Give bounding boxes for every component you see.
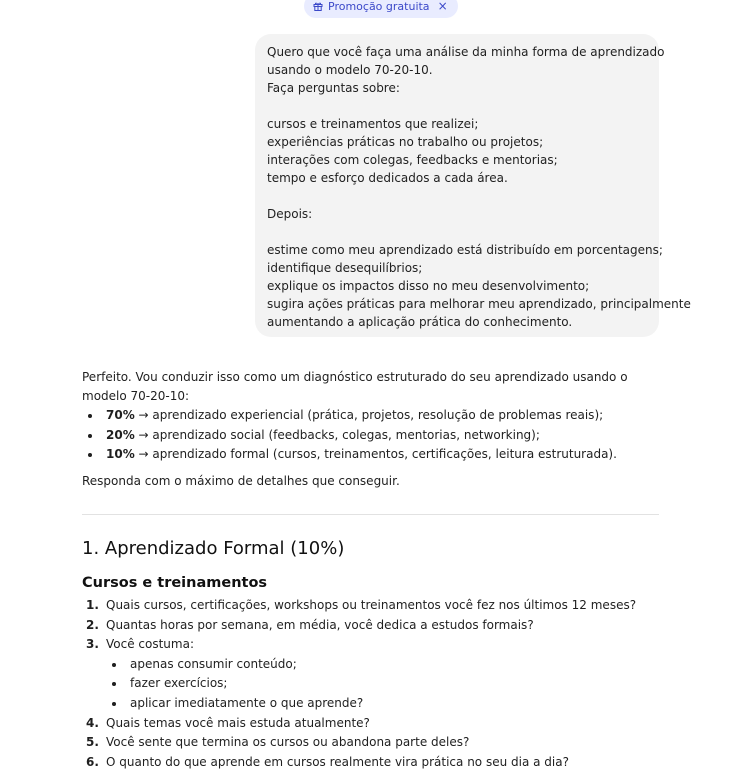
question-text: Quantas horas por semana, em média, você dedica a estudos formais? bbox=[106, 617, 534, 632]
reply-closing: Responda com o máximo de detalhes que conseguir. bbox=[82, 473, 400, 488]
close-icon[interactable]: × bbox=[437, 0, 448, 13]
bullet-text: → aprendizado experiencial (prática, projetos, resolução de problemas reais); bbox=[134, 408, 604, 422]
question-number: 3. bbox=[86, 637, 99, 652]
bullet-percent: 20% bbox=[106, 427, 135, 442]
question-number: 1. bbox=[86, 598, 99, 612]
reply-intro: Perfeito. Vou conduzir isso como um diagnóstico estruturado do seu aprendizado usando o modelo 70-20-10: bbox=[82, 370, 628, 403]
question-text: Quais cursos, certificações, workshops ou treinamentos você fez nos últimos 12 meses? bbox=[106, 598, 637, 612]
question-number: 5. bbox=[86, 735, 99, 750]
list-item bbox=[82, 426, 660, 446]
gift-icon bbox=[313, 1, 323, 11]
user-message-bubble bbox=[255, 34, 691, 337]
message-line bbox=[267, 97, 647, 115]
question-text: Você costuma: bbox=[106, 637, 195, 652]
model-bullet-list bbox=[82, 406, 660, 465]
message-line: cursos e treinamentos que realizei; bbox=[267, 117, 479, 131]
question-text: Quais temas você mais estuda atualmente? bbox=[106, 715, 370, 730]
divider bbox=[82, 514, 659, 515]
bullet-text: → aprendizado social (feedbacks, colegas, mentorias, networking); bbox=[134, 427, 540, 442]
question-text: Você sente que termina os cursos ou abandona parte deles? bbox=[106, 735, 470, 750]
section-subtitle: Cursos e treinamentos bbox=[82, 575, 268, 591]
message-line: usando o modelo 70-20-10. bbox=[267, 63, 433, 77]
option-item: aplicar imediatamente o que aprende? bbox=[82, 694, 660, 714]
list-item bbox=[82, 616, 660, 636]
message-line: Depois: bbox=[267, 207, 313, 221]
message-line bbox=[267, 187, 647, 205]
option-item: apenas consumir conteúdo; bbox=[82, 655, 660, 675]
question-text: O quanto do que aprende em cursos realmente vira prática no seu dia a dia? bbox=[106, 754, 569, 769]
message-line bbox=[267, 223, 647, 241]
message-line: Quero que você faça uma análise da minha forma de aprendizado bbox=[267, 45, 665, 59]
list-item bbox=[82, 733, 660, 753]
bullet-percent: 10% bbox=[106, 447, 135, 461]
list-item bbox=[82, 753, 660, 772]
bullet-percent: 70% bbox=[106, 408, 135, 422]
list-item bbox=[82, 714, 660, 734]
question-number: 4. bbox=[86, 715, 99, 730]
list-item bbox=[82, 406, 660, 426]
promo-label: Promoção gratuita bbox=[328, 0, 430, 13]
message-line: aumentando a aplicação prática do conhecimento. bbox=[267, 315, 573, 329]
message-line: sugira ações práticas para melhorar meu aprendizado, principalmente bbox=[267, 297, 691, 311]
list-item bbox=[82, 635, 660, 655]
promo-chip[interactable] bbox=[304, 0, 458, 18]
question-number: 6. bbox=[86, 754, 99, 769]
message-line: interações com colegas, feedbacks e mentorias; bbox=[267, 153, 558, 167]
bullet-text: → aprendizado formal (cursos, treinamentos, certificações, leitura estruturada). bbox=[134, 447, 617, 461]
message-line: experiências práticas no trabalho ou projetos; bbox=[267, 135, 544, 149]
message-line: explique os impactos disso no meu desenvolvimento; bbox=[267, 279, 590, 293]
list-item bbox=[82, 596, 660, 616]
question-number: 2. bbox=[86, 617, 99, 632]
message-line: estime como meu aprendizado está distribuído em porcentagens; bbox=[267, 243, 663, 257]
list-item bbox=[82, 445, 660, 465]
section-title: 1. Aprendizado Formal (10%) bbox=[82, 538, 345, 559]
message-line: identifique desequilíbrios; bbox=[267, 261, 423, 275]
message-line: tempo e esforço dedicados a cada área. bbox=[267, 171, 508, 185]
option-item: fazer exercícios; bbox=[82, 674, 660, 694]
question-list bbox=[82, 596, 660, 772]
assistant-reply bbox=[82, 368, 660, 491]
message-line: Faça perguntas sobre: bbox=[267, 81, 400, 95]
